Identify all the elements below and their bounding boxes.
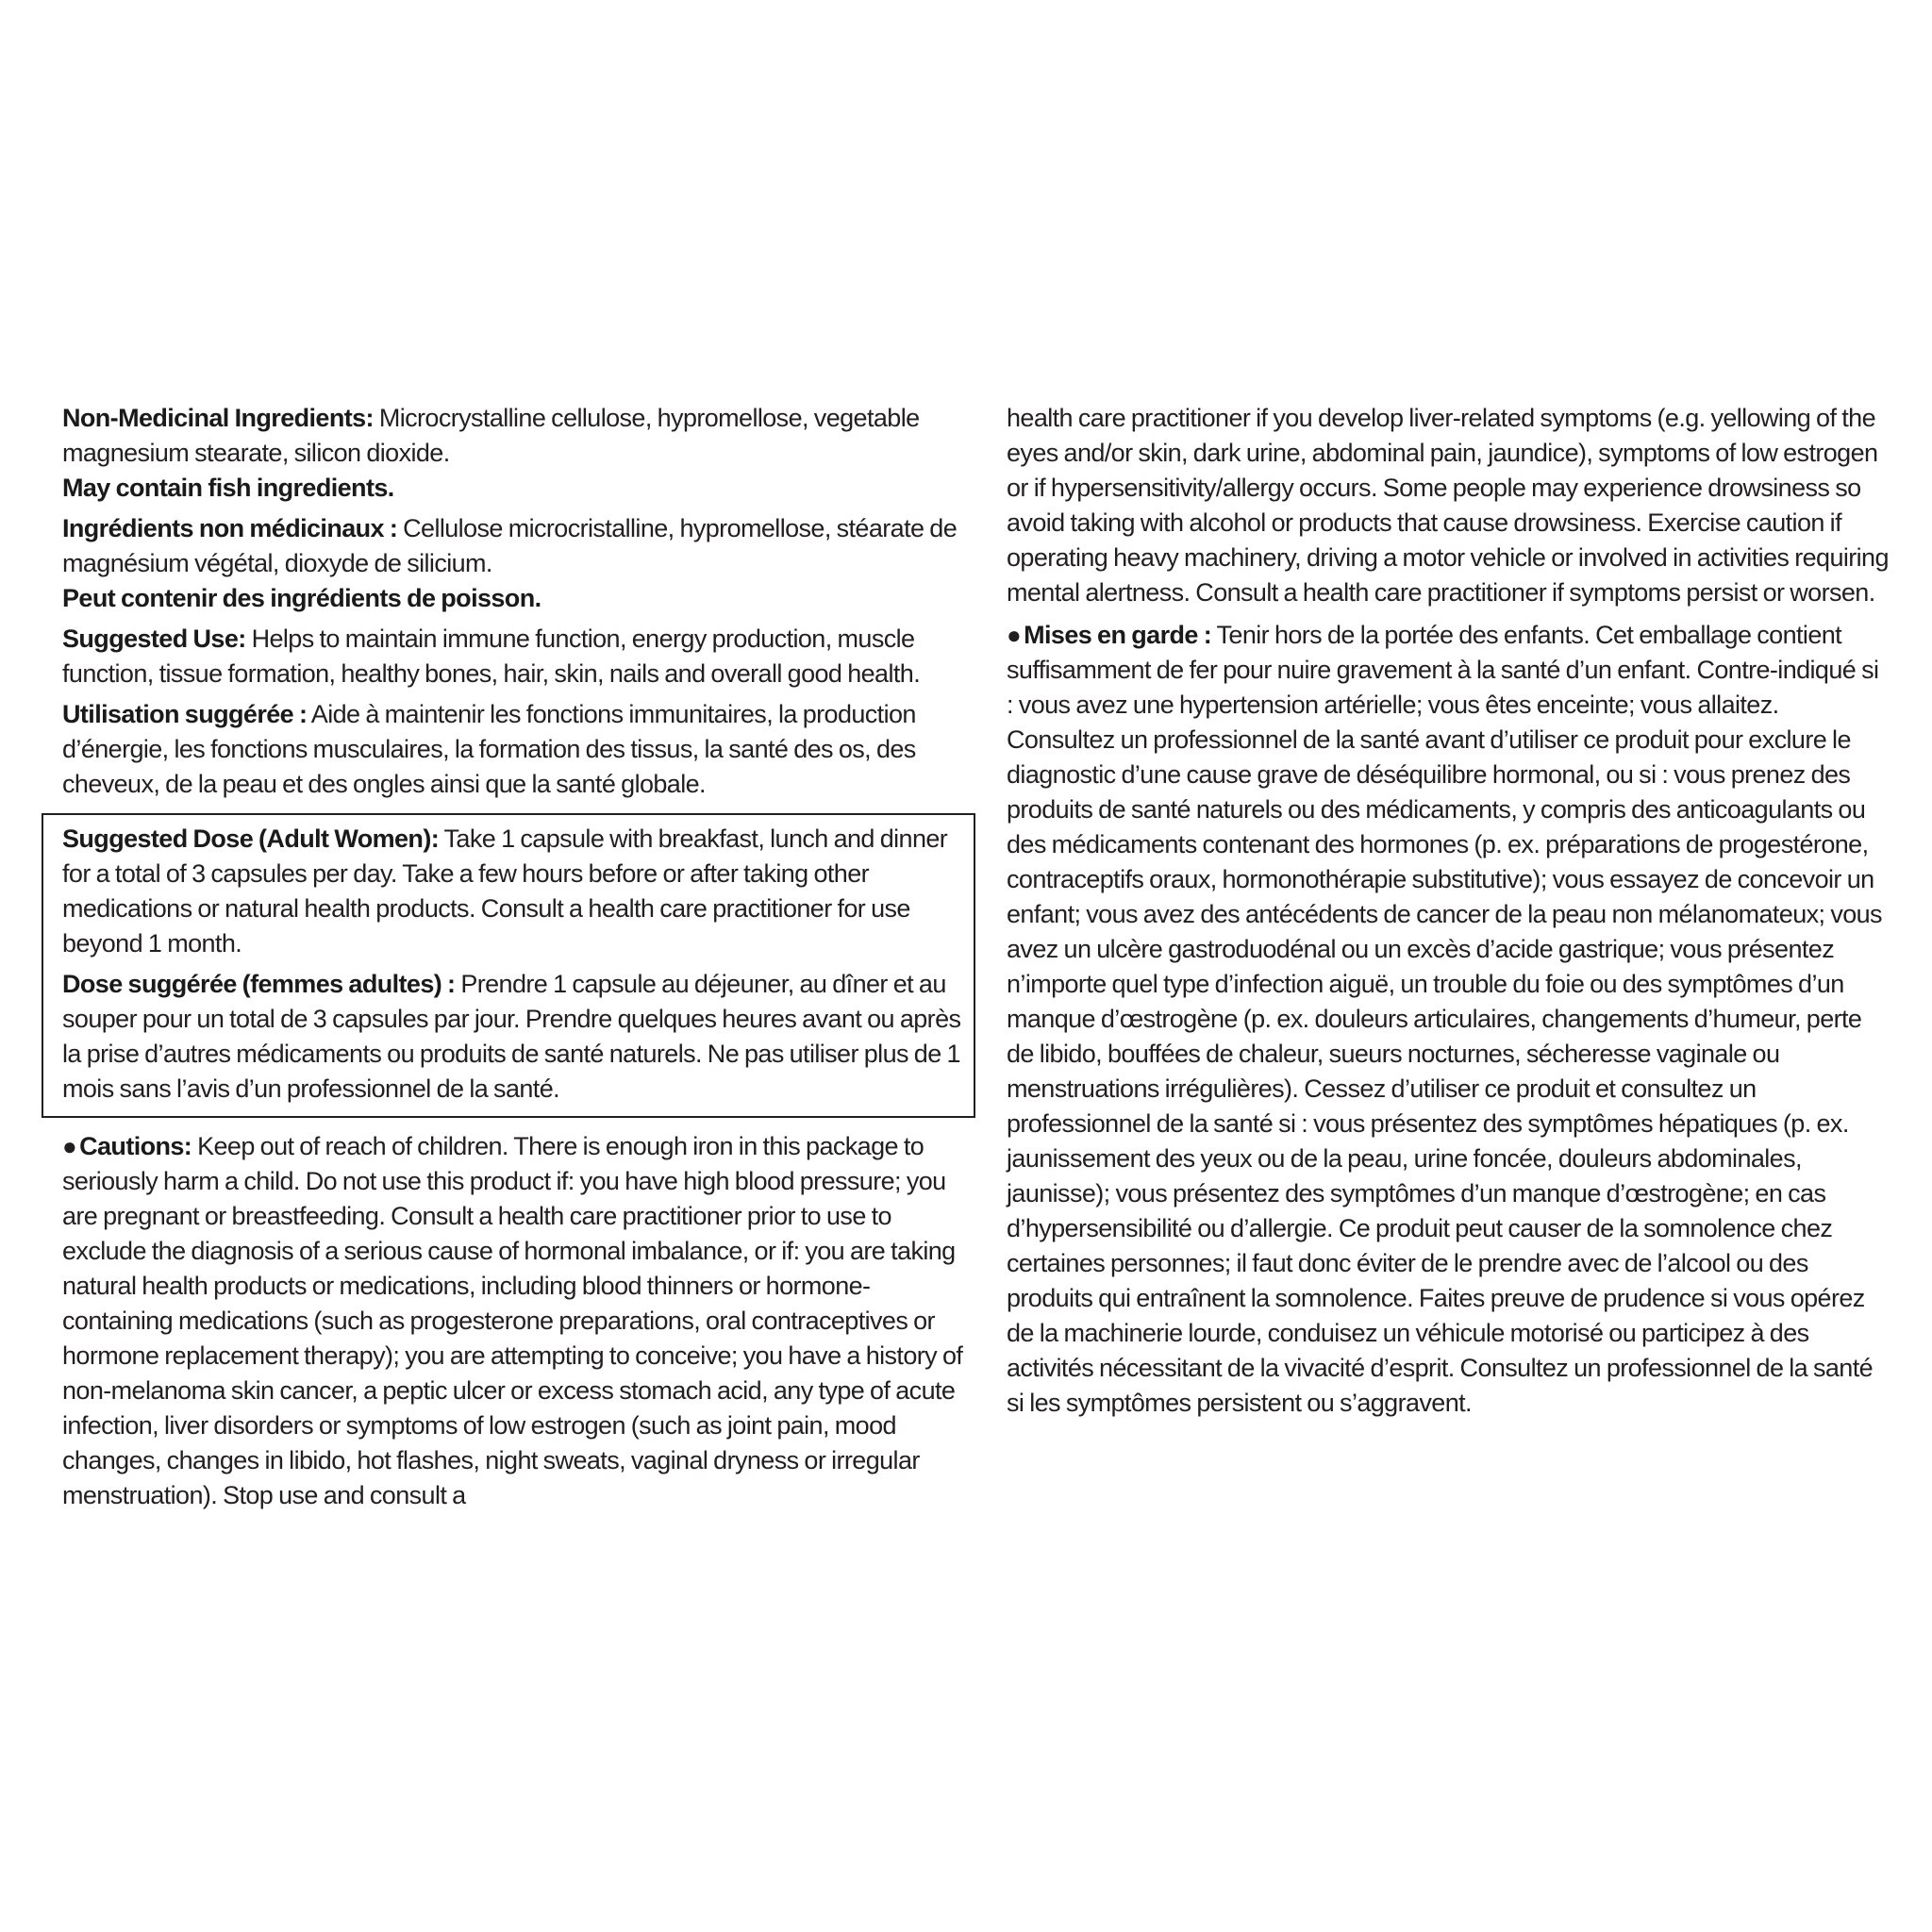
non-medicinal-ingredients-fr-label: Ingrédients non médicinaux : <box>62 514 398 542</box>
cautions-en <box>62 1129 974 1513</box>
non-medicinal-ingredients-en <box>62 401 974 471</box>
non-medicinal-ingredients-en-text: Microcrystalline cellulose, hypromellose, vegetable magnesium stearate, silicon dioxide. <box>62 404 920 467</box>
fish-warning-en-text: May contain fish ingredients. <box>62 474 394 502</box>
suggested-dose-en <box>62 822 962 961</box>
fish-warning-en <box>62 471 974 506</box>
suggested-use-en <box>62 622 974 691</box>
cautions-fr-text: Tenir hors de la portée des enfants. Cet emballage contient suffisamment de fer pour nuire gravement à la santé d’un enfant. Contre-indiqué si : vous avez une hypertension artérielle; vous êtes enceinte; vous allaitez. Consultez un professionnel de la santé avant d’utiliser ce produit pour exclure le diagnostic d’une cause grave de déséquilibre hormonal, ou si : vous prenez des produits de santé naturels ou des médicaments, y compris des anticoagulants ou des médicaments contenant des hormones (p. ex. préparations de progestérone, contraceptifs oraux, hormonothérapie substitutive); vous essayez de concevoir un enfant; vous avez des antécédents de cancer de la peau non mélanomateux; vous avez un ulcère gastroduodénal ou un excès d’acide gastrique; vous présentez n’importe quel type d’infection aiguë, un trouble du foie ou des symptômes d’un manque d’œstrogène (p. ex. douleurs articulaires, changements d’humeur, perte de libido, bouffées de chaleur, sueurs nocturnes, sécheresse vaginale ou menstruations irrégulières). Cessez d’utiliser ce produit et consultez un professionnel de la santé si : vous présentez des symptômes hépatiques (p. ex. jaunissement des yeux ou de la peau, urine foncée, douleurs abdominales, jaunisse); vous présentez des symptômes d’un manque d’œstrogène; en cas d’hypersensibilité ou d’allergie. Ce produit peut causer de la somnolence chez certaines personnes; il faut donc éviter de le prendre avec de l’alcool ou des produits qui entraînent la somnolence. Faites preuve de prudence si vous opérez de la machinerie lourde, conduisez un véhicule motorisé ou participez à des activités nécessitant de la vivacité d’esprit. Consultez un professionnel de la santé si les symptômes persistent ou s’aggravent. <box>1007 621 1882 1417</box>
left-column <box>62 401 974 1513</box>
non-medicinal-ingredients-fr <box>62 511 974 581</box>
suggested-dose-en-text: Take 1 capsule with breakfast, lunch and dinner for a total of 3 capsules per day. Take a few hours before or after taking other medications or natural health products. Consult a health care practitioner for use beyond 1 month. <box>62 824 948 958</box>
cautions-en-bullet-icon: ● <box>62 1132 77 1160</box>
suggested-dose-en-label: Suggested Dose (Adult Women): <box>62 824 440 853</box>
suggested-use-en-label: Suggested Use: <box>62 625 246 653</box>
suggested-dose-fr-text: Prendre 1 capsule au déjeuner, au dîner et au souper pour un total de 3 capsules par jour. Prendre quelques heures avant ou après la prise d’autres médicaments ou produits de santé naturels. Ne pas utiliser plus de 1 mois sans l’avis d’un professionnel de la santé. <box>62 970 961 1103</box>
cautions-en-label: Cautions: <box>79 1132 192 1160</box>
non-medicinal-ingredients-en-label: Non-Medicinal Ingredients: <box>62 404 374 432</box>
fish-warning-fr <box>62 581 974 616</box>
cautions-fr-label: Mises en garde : <box>1024 621 1212 649</box>
suggested-dose-fr <box>62 967 962 1107</box>
right-column <box>1007 401 1889 1421</box>
suggested-dose-box <box>42 813 975 1118</box>
cautions-en-text: Keep out of reach of children. There is enough iron in this package to seriously harm a child. Do not use this product if: you have high blood pressure; you are pregnant or breastfeeding. Consult a health care practitioner prior to use to exclude the diagnosis of a serious cause of hormonal imbalance, or if: you are taking natural health products or medications, including blood thinners or hormone-containing medications (such as progesterone preparations, oral contraceptives or hormone replacement therapy); you are attempting to conceive; you have a history of non-melanoma skin cancer, a peptic ulcer or excess stomach acid, any type of acute infection, liver disorders or symptoms of low estrogen (such as joint pain, mood changes, changes in libido, hot flashes, night sweats, vaginal dryness or irregular menstruation). Stop use and consult a <box>62 1132 963 1509</box>
suggested-use-fr-text: Aide à maintenir les fonctions immunitaires, la production d’énergie, les fonctions musculaires, la formation des tissus, la santé des os, des cheveux, de la peau et des ongles ainsi que la santé globale. <box>62 700 916 798</box>
suggested-use-fr-label: Utilisation suggérée : <box>62 700 308 728</box>
cautions-fr-bullet-icon: ● <box>1007 621 1022 649</box>
suggested-use-en-text: Helps to maintain immune function, energy production, muscle function, tissue formation, healthy bones, hair, skin, nails and overall good health. <box>62 625 921 688</box>
suggested-dose-fr-label: Dose suggérée (femmes adultes) : <box>62 970 456 998</box>
cautions-fr <box>1007 618 1889 1421</box>
suggested-use-fr <box>62 697 974 802</box>
non-medicinal-ingredients-fr-text: Cellulose microcristalline, hypromellose, stéarate de magnésium végétal, dioxyde de silicium. <box>62 514 958 577</box>
cautions-en-continued: health care practitioner if you develop liver-related symptoms (e.g. yellowing of the eyes and/or skin, dark urine, abdominal pain, jaundice), symptoms of low estrogen or if hypersensitivity/allergy occurs. Some people may experience drowsiness so avoid taking with alcohol or products that cause drowsiness. Exercise caution if operating heavy machinery, driving a motor vehicle or involved in activities requiring mental alertness. Consult a health care practitioner if symptoms persist or worsen. <box>1007 404 1889 607</box>
fish-warning-fr-text: Peut contenir des ingrédients de poisson. <box>62 584 541 612</box>
